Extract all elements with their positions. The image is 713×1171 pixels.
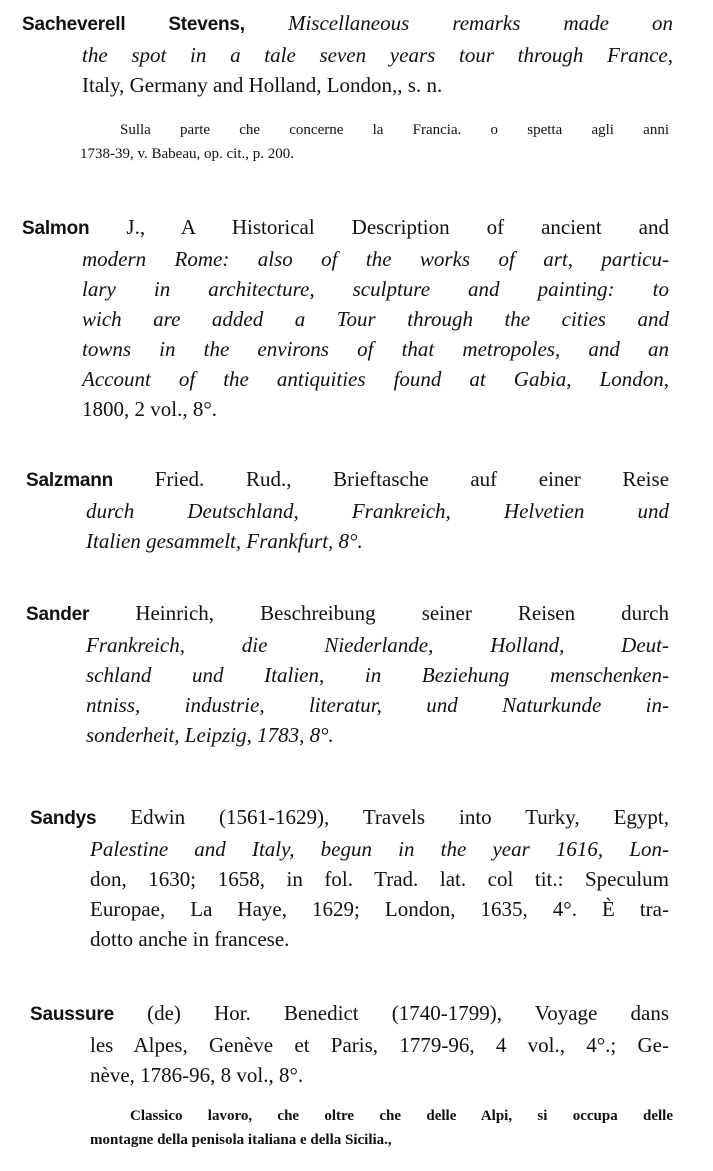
entry-text: durch Deutschland, Frankreich, Helvetien und <box>86 499 669 523</box>
entry-line <box>30 1030 669 1060</box>
entry-text: (de) Hor. Benedict (1740-1799), Voyage dans <box>147 1001 670 1025</box>
entry-text: 1800, 2 vol., 8°. <box>82 397 217 421</box>
entry-saussure <box>30 998 669 1090</box>
entry-text: Heinrich, Beschreibung seiner Reisen durch <box>135 601 669 625</box>
entry-line <box>26 598 669 630</box>
entry-text: Account of the antiquities found at Gabia, London, <box>82 367 669 391</box>
entry-line <box>22 212 669 244</box>
entry-text: lary in architecture, sculpture and painting: to <box>82 277 669 301</box>
entry-text: nève, 1786-96, 8 vol., 8°. <box>90 1063 304 1087</box>
entry-text: ntniss, industrie, literatur, und Naturkunde in- <box>86 693 669 717</box>
entry-line <box>30 802 669 834</box>
entry-line <box>22 244 669 274</box>
entry-line <box>30 998 669 1030</box>
entry-line <box>30 924 669 954</box>
note-line: Classico lavoro, che oltre che delle Alpi, si occupa delle <box>130 1108 673 1124</box>
entry-line <box>26 630 669 660</box>
entry-author-name: Sacheverell Stevens, <box>22 14 245 35</box>
entry-text: Palestine and Italy, begun in the year 1616, Lon- <box>90 837 669 861</box>
entry-line <box>26 690 669 720</box>
note-line: 1738-39, v. Babeau, op. cit., p. 200. <box>80 146 294 162</box>
entry-line <box>30 864 669 894</box>
entry-text: don, 1630; 1658, in fol. Trad. lat. col tit.: Speculum <box>90 867 669 891</box>
entry-author-name: Saussure <box>30 1004 114 1025</box>
entry-line <box>26 660 669 690</box>
entry-line <box>30 1060 669 1090</box>
entry-note <box>80 118 669 166</box>
entry-line <box>22 334 669 364</box>
entry-text: J., A Historical Description of ancient and <box>126 215 670 239</box>
entry-text: Italy, Germany and Holland, London,, s. n. <box>82 73 443 97</box>
entry-salmon <box>22 212 669 424</box>
entry-sacheverell-stevens <box>22 8 673 100</box>
entry-text: Miscellaneous remarks made on <box>287 11 674 35</box>
entry-line <box>26 464 669 496</box>
entry-line <box>30 894 669 924</box>
entry-text: Frankreich, die Niederlande, Holland, Deut- <box>86 633 669 657</box>
entry-text: schland und Italien, in Beziehung menschenken- <box>86 663 669 687</box>
entry-line <box>26 496 669 526</box>
entry-author-name: Sandys <box>30 808 97 829</box>
entry-text: modern Rome: also of the works of art, particu- <box>82 247 669 271</box>
entry-sandys <box>30 802 669 954</box>
entry-author-name: Salmon <box>22 218 90 239</box>
entry-text: wich are added a Tour through the cities and <box>82 307 669 331</box>
note-line: montagne della penisola italiana e della Sicilia., <box>90 1132 392 1148</box>
entry-text: Europae, La Haye, 1629; London, 1635, 4°. È tra- <box>90 897 669 921</box>
entry-line <box>26 720 669 750</box>
entry-line <box>26 526 669 556</box>
entry-note <box>90 1104 673 1152</box>
entry-line <box>22 394 669 424</box>
entry-author-name: Sander <box>26 604 90 625</box>
entry-author-name: Salzmann <box>26 470 114 491</box>
entry-sander <box>26 598 669 750</box>
entry-salzmann <box>26 464 669 556</box>
entry-line <box>22 8 673 40</box>
entry-line <box>30 834 669 864</box>
entry-line <box>22 304 669 334</box>
entry-line <box>22 364 669 394</box>
entry-line <box>22 274 669 304</box>
entry-text: towns in the environs of that metropoles, and an <box>82 337 669 361</box>
entry-text: dotto anche in francese. <box>90 927 290 951</box>
entry-text: sonderheit, Leipzig, 1783, 8°. <box>86 723 334 747</box>
entry-text: Italien gesammelt, Frankfurt, 8°. <box>86 529 363 553</box>
note-line: Sulla parte che concerne la Francia. o spetta agli anni <box>120 122 669 138</box>
entry-line <box>22 70 673 100</box>
entry-text: the spot in a tale seven years tour through France, <box>82 43 673 67</box>
entry-text: Fried. Rud., Brieftasche auf einer Reise <box>154 467 670 491</box>
entry-text: Edwin (1561-1629), Travels into Turky, Egypt, <box>130 805 669 829</box>
entry-text: les Alpes, Genève et Paris, 1779-96, 4 vol., 4°.; Ge- <box>90 1033 669 1057</box>
entry-line <box>22 40 673 70</box>
